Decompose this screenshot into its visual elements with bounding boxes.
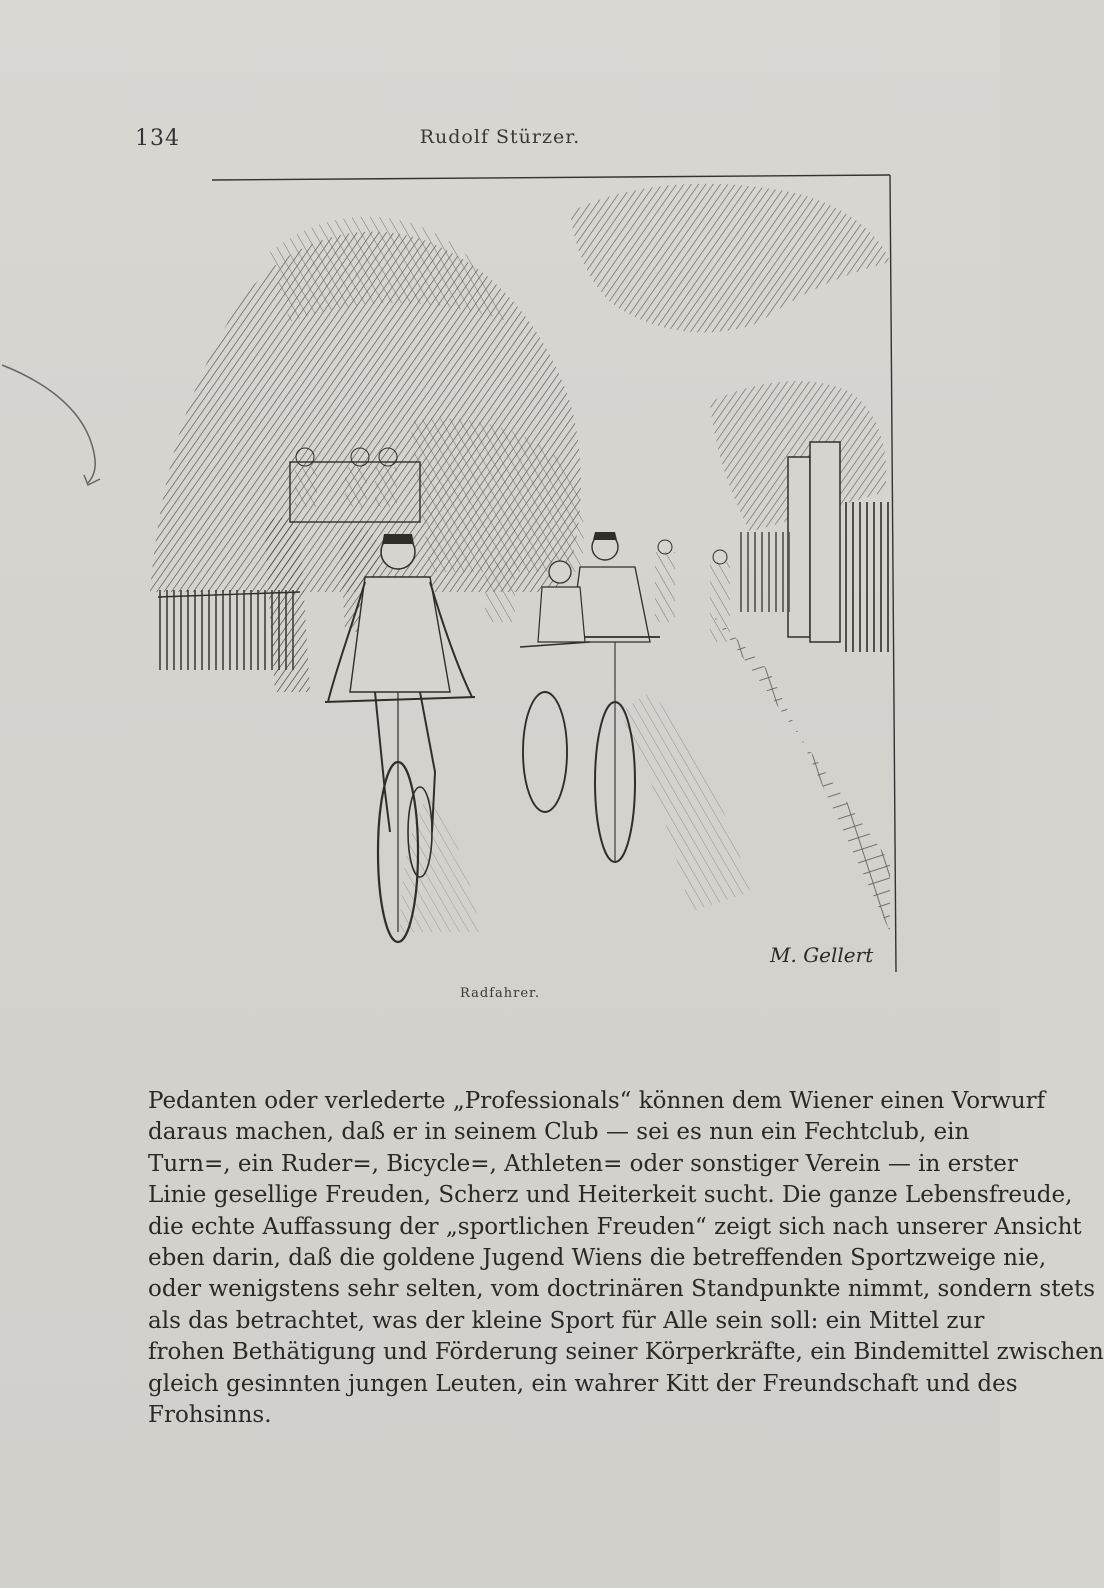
artist-signature: M. Gellert bbox=[770, 943, 874, 967]
cyclists-illustration bbox=[150, 172, 900, 982]
text-line: eben darin, daß die goldene Jugend Wiens die betreffenden Sportzweige nie, bbox=[148, 1245, 1047, 1272]
text-line: Linie gesellige Freuden, Scherz und Heiterkeit sucht. Die ganze Lebensfreude, bbox=[148, 1182, 1073, 1209]
text-line: Turn=, ein Ruder=, Bicycle=, Athleten= oder sonstiger Verein — in erster bbox=[148, 1150, 1018, 1177]
text-line: Frohsinns. bbox=[148, 1402, 272, 1429]
text-line: als das betrachtet, was der kleine Sport für Alle sein soll: ein Mittel zur bbox=[148, 1307, 985, 1334]
text-line: daraus machen, daß er in seinem Club — sei es nun ein Fechtclub, ein bbox=[148, 1119, 970, 1146]
third-cyclist bbox=[520, 561, 590, 812]
body-paragraph bbox=[148, 1086, 1104, 1431]
figure-caption: Radfahrer. bbox=[460, 986, 540, 1001]
text-line: frohen Bethätigung und Förderung seiner Körperkräfte, ein Bindemittel zwischen bbox=[148, 1339, 1104, 1366]
margin-pencil-mark bbox=[0, 355, 110, 495]
page-number: 134 bbox=[135, 126, 180, 151]
engraving bbox=[150, 172, 900, 982]
running-head: Rudolf Stürzer. bbox=[419, 126, 581, 148]
text-line: die echte Auffassung der „sportlichen Freuden“ zeigt sich nach unserer Ansicht bbox=[148, 1213, 1082, 1240]
text-line: Pedanten oder verlederte „Professionals“ können dem Wiener einen Vorwurf bbox=[148, 1088, 1046, 1114]
text-line: oder wenigstens sehr selten, vom doctrinären Standpunkte nimmt, sondern stets bbox=[148, 1276, 1096, 1303]
text-line: gleich gesinnten jungen Leuten, ein wahrer Kitt der Freundschaft und des bbox=[148, 1370, 1018, 1397]
